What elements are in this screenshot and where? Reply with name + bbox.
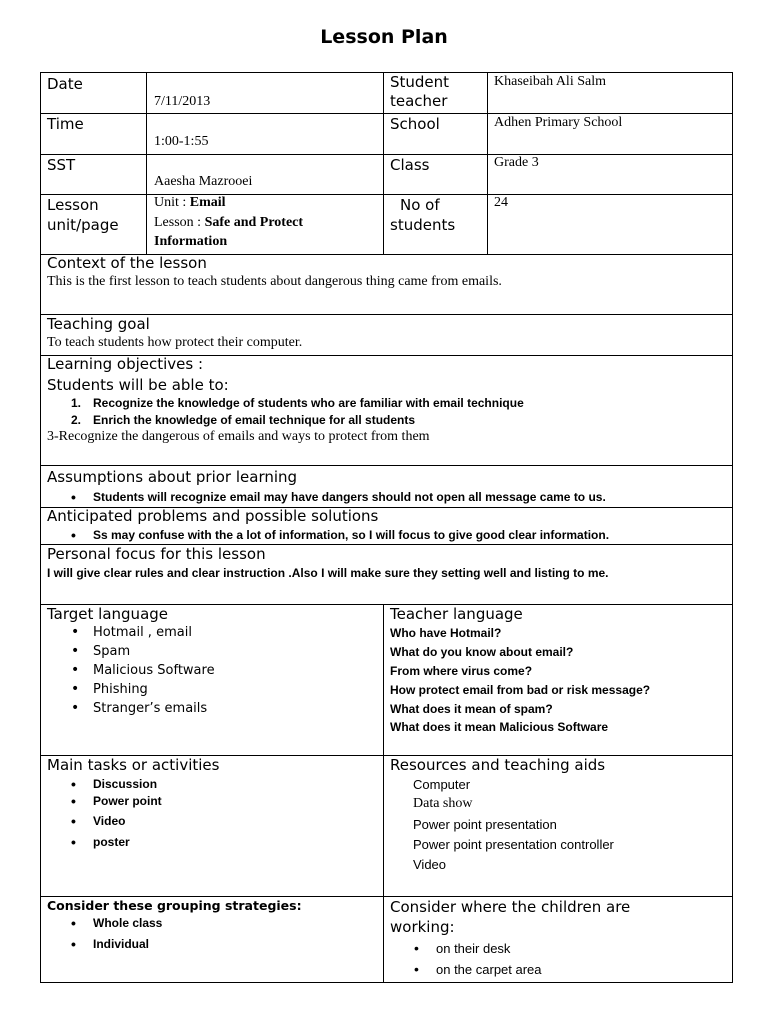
teacher-language-item: From where virus come? bbox=[390, 664, 533, 678]
resources-heading: Resources and teaching aids bbox=[390, 756, 606, 774]
page-title: Lesson Plan bbox=[320, 26, 448, 48]
teacher-language-item: What does it mean Malicious Software bbox=[390, 720, 609, 734]
row-divider bbox=[40, 154, 733, 155]
sst-label: SST bbox=[47, 156, 76, 174]
col-divider bbox=[487, 72, 488, 254]
school-label: School bbox=[390, 115, 440, 133]
resource-item: Computer bbox=[413, 777, 471, 792]
assumption-item: • Students will recognize email may have dangers should not open all message came to us. bbox=[93, 490, 606, 504]
col-divider bbox=[146, 72, 147, 254]
objective-extra: 3-Recognize the dangerous of emails and ways to protect from them bbox=[47, 429, 430, 444]
teacher-language-item: What does it mean of spam? bbox=[390, 702, 553, 716]
unit-value: Email bbox=[189, 195, 226, 210]
time-label: Time bbox=[47, 115, 84, 133]
personal-focus-text: I will give clear rules and clear instruction .Also I will make sure they setting well and listing to me. bbox=[47, 566, 609, 580]
main-task-item: • Power point bbox=[93, 794, 162, 808]
main-task-item: • poster bbox=[93, 835, 130, 849]
unit-prefix: Unit : bbox=[154, 195, 190, 210]
lesson-unit-label-2: unit/page bbox=[47, 216, 119, 234]
date-label: Date bbox=[47, 75, 83, 93]
student-teacher-value: Khaseibah Ali Salm bbox=[494, 74, 606, 89]
main-tasks-heading: Main tasks or activities bbox=[47, 756, 220, 774]
lesson-unit-label-1: Lesson bbox=[47, 196, 99, 214]
student-teacher-label-2: teacher bbox=[390, 92, 448, 110]
objective-item: Recognize the knowledge of students who are familiar with email technique bbox=[93, 396, 524, 410]
main-task-item: • Video bbox=[93, 814, 125, 828]
row-divider bbox=[40, 113, 733, 114]
grouping-item: • Individual bbox=[93, 937, 149, 951]
lesson-prefix: Lesson : bbox=[154, 215, 205, 230]
target-language-heading: Target language bbox=[47, 605, 169, 623]
resource-item: Video bbox=[413, 857, 447, 872]
objective-item: Enrich the knowledge of email technique for all students bbox=[93, 413, 416, 427]
resource-item: Data show bbox=[413, 796, 473, 811]
working-item: • on the carpet area bbox=[436, 962, 542, 977]
grouping-item: • Whole class bbox=[93, 916, 162, 930]
row-divider bbox=[40, 896, 733, 897]
working-heading: Consider where the children are bbox=[390, 898, 631, 916]
sst-value: Aaesha Mazrooei bbox=[154, 174, 253, 189]
teaching-goal-heading: Teaching goal bbox=[47, 315, 150, 333]
row-divider bbox=[40, 194, 733, 195]
col-divider bbox=[383, 604, 384, 983]
student-teacher-label-1: Student bbox=[390, 73, 450, 91]
objectives-intro: Students will be able to: bbox=[47, 376, 229, 394]
teacher-language-item: Who have Hotmail? bbox=[390, 626, 502, 640]
lesson-value-cont: Information bbox=[154, 234, 228, 249]
teacher-language-item: What do you know about email? bbox=[390, 645, 574, 659]
students-value: 24 bbox=[494, 195, 508, 210]
problem-item: • Ss may confuse with the a lot of information, so I will focus to give good clear information. bbox=[93, 528, 609, 542]
col-divider bbox=[383, 72, 384, 254]
students-label-1: No of bbox=[400, 196, 440, 214]
time-value: 1:00-1:55 bbox=[154, 134, 209, 149]
school-value: Adhen Primary School bbox=[494, 115, 623, 130]
main-task-item: • Discussion bbox=[93, 777, 157, 791]
row-divider bbox=[40, 465, 733, 466]
teacher-language-heading: Teacher language bbox=[390, 605, 523, 623]
working-item: • on their desk bbox=[436, 941, 510, 956]
target-language-item: • Phishing bbox=[93, 682, 148, 697]
target-language-item: • Malicious Software bbox=[93, 663, 215, 678]
grouping-heading: Consider these grouping strategies: bbox=[47, 898, 302, 913]
context-text: This is the first lesson to teach students about dangerous thing came from emails. bbox=[47, 274, 502, 289]
objectives-heading: Learning objectives : bbox=[47, 355, 204, 373]
lesson-line bbox=[154, 215, 303, 231]
working-heading-cont: working: bbox=[390, 918, 455, 936]
target-language-item: • Spam bbox=[93, 644, 130, 659]
personal-focus-heading: Personal focus for this lesson bbox=[47, 545, 266, 563]
resource-item: Power point presentation controller bbox=[413, 837, 614, 852]
class-value: Grade 3 bbox=[494, 155, 539, 170]
resource-item: Power point presentation bbox=[413, 817, 557, 832]
assumptions-heading: Assumptions about prior learning bbox=[47, 468, 298, 486]
lesson-value: Safe and Protect bbox=[204, 215, 304, 230]
teaching-goal-text: To teach students how protect their computer. bbox=[47, 335, 303, 350]
context-heading: Context of the lesson bbox=[47, 254, 207, 272]
target-language-item: • Stranger’s emails bbox=[93, 701, 207, 716]
objective-num: 2. bbox=[71, 413, 82, 427]
problems-heading: Anticipated problems and possible solutions bbox=[47, 507, 379, 525]
class-label: Class bbox=[390, 156, 430, 174]
objective-num: 1. bbox=[71, 396, 82, 410]
unit-line bbox=[154, 195, 226, 211]
teacher-language-item: How protect email from bad or risk message? bbox=[390, 683, 651, 697]
students-label-2: students bbox=[390, 216, 456, 234]
date-value: 7/11/2013 bbox=[154, 94, 211, 109]
target-language-item: • Hotmail , email bbox=[93, 625, 192, 640]
